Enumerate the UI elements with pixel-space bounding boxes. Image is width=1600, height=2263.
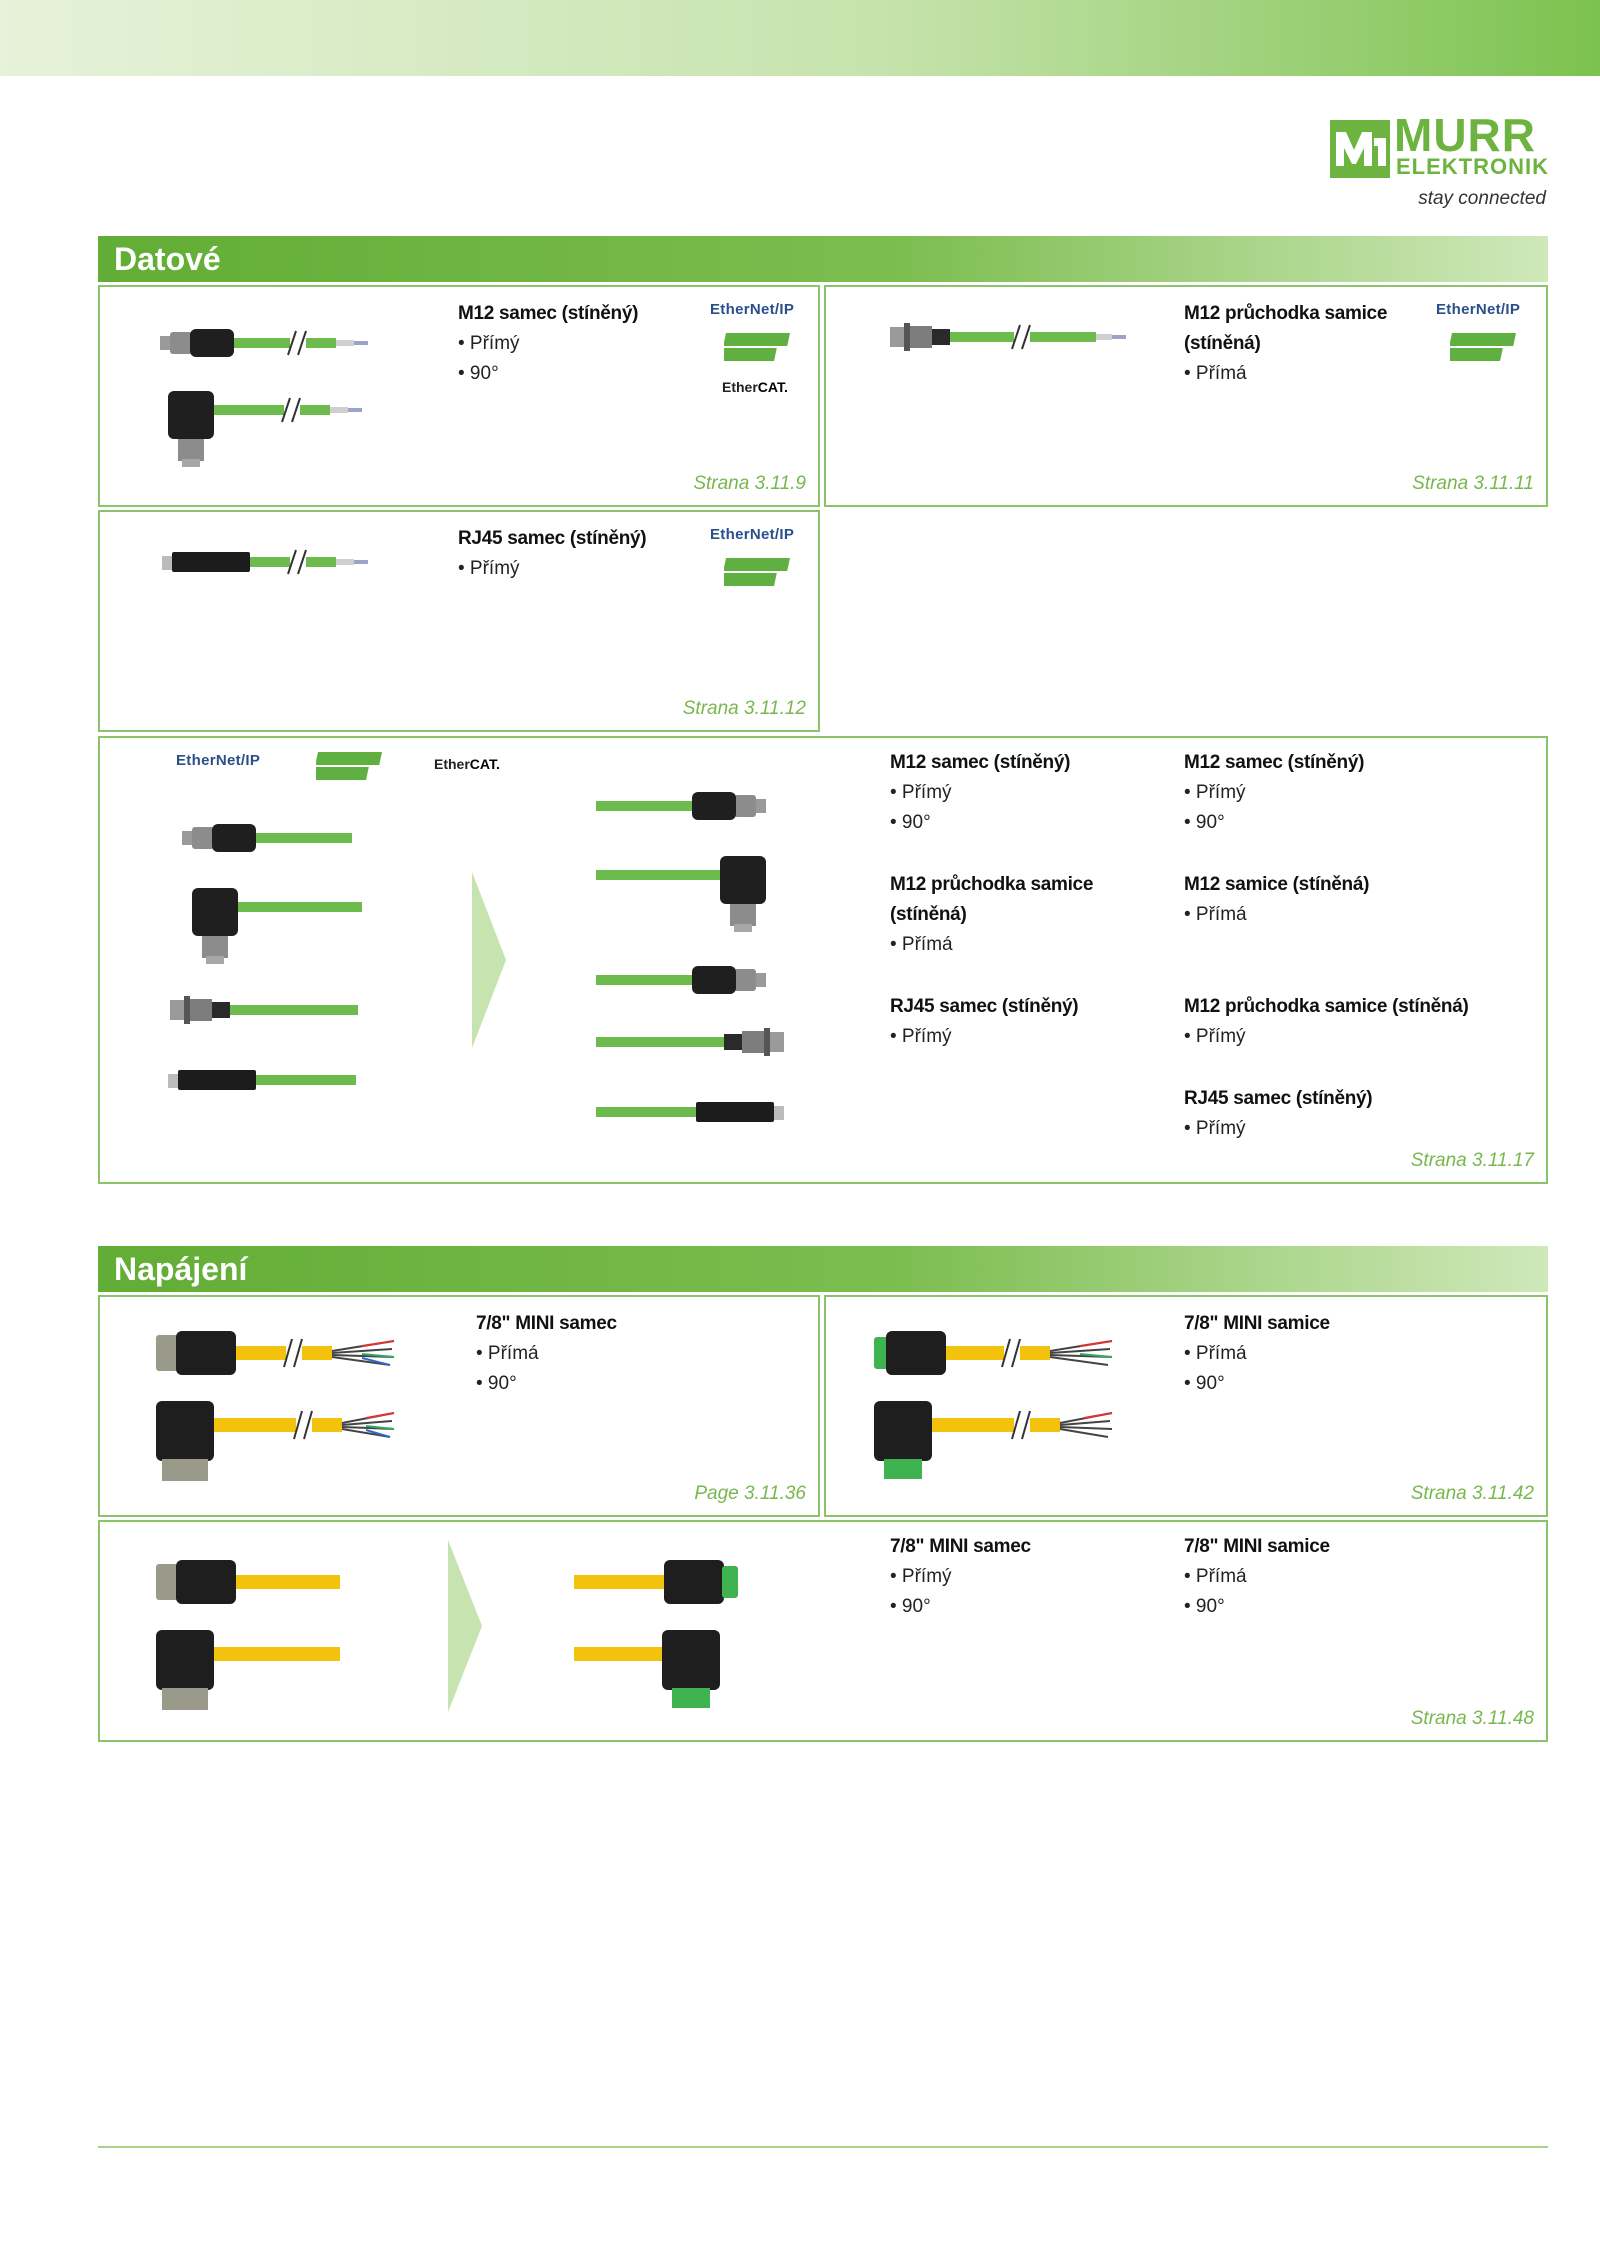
- mini-straight-connector-image: [156, 1331, 398, 1379]
- section-title: Datové: [114, 241, 221, 277]
- m12-angled-connector-image: [168, 391, 368, 471]
- product-title: M12 samec (stíněný): [1184, 752, 1365, 773]
- product-title: 7/8" MINI samice: [1184, 1313, 1330, 1334]
- product-title: M12 samice (stíněná): [1184, 874, 1370, 895]
- product-option: • Přímá: [476, 1343, 539, 1364]
- section-header-data: [98, 236, 1548, 282]
- product-card-mini-male[interactable]: [98, 1295, 820, 1517]
- product-title: RJ45 samec (stíněný): [458, 528, 647, 549]
- page-reference[interactable]: Strana 3.11.9: [693, 473, 806, 494]
- page-reference[interactable]: Page 3.11.36: [694, 1483, 806, 1504]
- brand-name-bottom: ELEKTRONIK: [1396, 154, 1549, 179]
- section-title: Napájení: [114, 1251, 248, 1287]
- header-band: [0, 0, 1600, 76]
- product-option: • Přímá: [890, 934, 953, 955]
- profinet-logo-icon: [316, 752, 384, 782]
- product-card-mini-female[interactable]: [824, 1295, 1548, 1517]
- product-title: M12 samec (stíněný): [890, 752, 1071, 773]
- ethercat-logo: EtherCAT.: [722, 379, 788, 395]
- arrow-right-icon: [448, 1540, 484, 1712]
- profinet-logo-icon: [1450, 333, 1518, 363]
- product-option: • Přímý: [1184, 1118, 1246, 1139]
- mini-female-angled-connector-image: [574, 1630, 764, 1714]
- product-option: • 90°: [476, 1373, 517, 1394]
- ethernet-ip-logo: EtherNet/IP: [710, 301, 795, 318]
- brand-name-top: MURR: [1394, 109, 1536, 161]
- page-reference[interactable]: Strana 3.11.17: [1410, 1150, 1534, 1171]
- product-option: • 90°: [1184, 1373, 1225, 1394]
- product-option: • 90°: [1184, 1596, 1225, 1617]
- rj45-connector-image: [596, 1098, 786, 1128]
- product-title: M12 průchodka samice: [890, 874, 1094, 895]
- rj45-connector-image: [162, 548, 382, 578]
- product-option: • Přímý: [1184, 1026, 1246, 1047]
- brand-tagline: stay connected: [1418, 188, 1546, 209]
- footer-divider: [98, 2146, 1548, 2148]
- product-option: • Přímá: [1184, 904, 1247, 925]
- mini-female-angled-connector-image: [874, 1401, 1116, 1485]
- mini-straight-connector-image: [156, 1560, 346, 1608]
- product-card-data-extension[interactable]: [98, 736, 1548, 1184]
- rj45-connector-image: [168, 1066, 368, 1096]
- product-title: RJ45 samec (stíněný): [1184, 1088, 1373, 1109]
- product-title: RJ45 samec (stíněný): [890, 996, 1079, 1017]
- product-option: • Přímá: [1184, 1343, 1247, 1364]
- product-title: (stíněná): [1184, 333, 1261, 354]
- product-option: • 90°: [890, 812, 931, 833]
- mini-female-straight-connector-image: [874, 1331, 1116, 1379]
- ethercat-logo: EtherCAT.: [434, 756, 500, 772]
- product-title: M12 průchodka samice: [1184, 303, 1388, 324]
- product-option: • Přímá: [1184, 1566, 1247, 1587]
- product-option: • 90°: [1184, 812, 1225, 833]
- page-reference[interactable]: Strana 3.11.12: [682, 698, 806, 719]
- product-option: • Přímý: [458, 333, 520, 354]
- product-card-rj45-male[interactable]: [98, 510, 820, 732]
- product-option: • Přímý: [890, 1566, 952, 1587]
- product-title: (stíněná): [890, 904, 967, 925]
- m12-straight-connector-image: [182, 824, 362, 854]
- product-option: • Přímá: [1184, 363, 1247, 384]
- mini-angled-connector-image: [156, 1630, 346, 1714]
- ethernet-ip-logo: EtherNet/IP: [1436, 301, 1521, 318]
- product-option: • Přímý: [890, 782, 952, 803]
- page-reference[interactable]: Strana 3.11.48: [1410, 1708, 1534, 1729]
- brand-logo: [1330, 109, 1549, 218]
- product-card-m12-male[interactable]: [98, 285, 820, 507]
- m12-bulkhead-connector-image: [890, 323, 1130, 353]
- product-option: • Přímý: [458, 558, 520, 579]
- ethernet-ip-logo: EtherNet/IP: [710, 526, 795, 543]
- product-title: 7/8" MINI samec: [476, 1313, 617, 1334]
- product-card-m12-bulkhead-female[interactable]: [824, 285, 1548, 507]
- m12-bulkhead-connector-image: [170, 996, 370, 1026]
- product-option: • 90°: [458, 363, 499, 384]
- mini-female-straight-connector-image: [574, 1560, 764, 1608]
- product-option: • Přímý: [1184, 782, 1246, 803]
- product-title: 7/8" MINI samec: [890, 1536, 1031, 1557]
- m12-angled-connector-image: [596, 856, 776, 936]
- profinet-logo-icon: [724, 558, 792, 588]
- m12-straight-connector-image: [596, 792, 776, 824]
- m12-female-connector-image: [596, 966, 776, 996]
- murr-logo-icon: [1330, 120, 1390, 178]
- m12-straight-connector-image: [160, 329, 380, 359]
- m12-angled-connector-image: [192, 888, 372, 968]
- m12-bulkhead-connector-image: [596, 1028, 786, 1058]
- page-reference[interactable]: Strana 3.11.11: [1412, 473, 1534, 494]
- profinet-logo-icon: [724, 333, 792, 363]
- ethernet-ip-logo: EtherNet/IP: [176, 752, 261, 769]
- product-title: M12 samec (stíněný): [458, 303, 639, 324]
- product-option: • 90°: [890, 1596, 931, 1617]
- product-card-power-extension[interactable]: [98, 1520, 1548, 1742]
- product-title: 7/8" MINI samice: [1184, 1536, 1330, 1557]
- arrow-right-icon: [472, 872, 508, 1048]
- section-header-power: [98, 1246, 1548, 1292]
- page-reference[interactable]: Strana 3.11.42: [1410, 1483, 1534, 1504]
- mini-angled-connector-image: [156, 1401, 398, 1485]
- product-option: • Přímý: [890, 1026, 952, 1047]
- product-title: M12 průchodka samice (stíněná): [1184, 996, 1469, 1017]
